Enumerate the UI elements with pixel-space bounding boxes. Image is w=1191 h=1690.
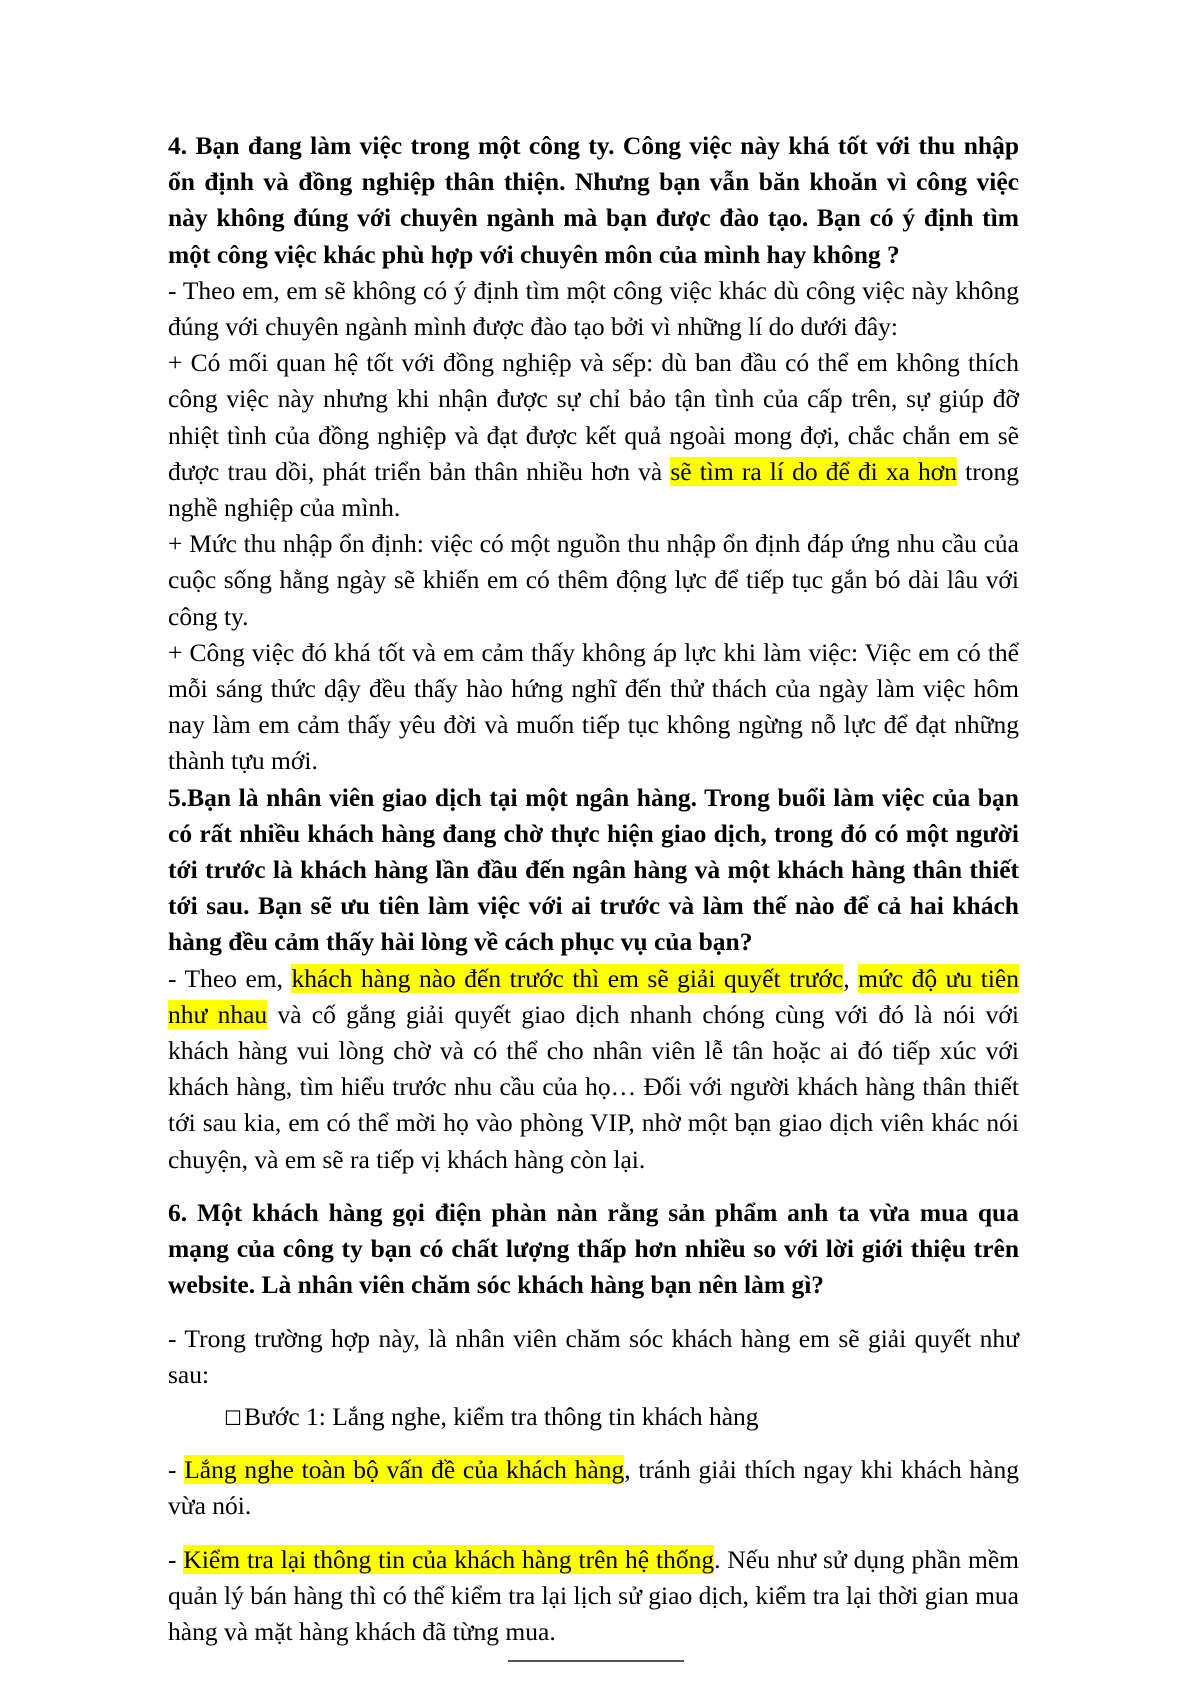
text-segment: trong nghề nghiệp của mình. (168, 456, 1020, 523)
text-segment: - Theo em, (168, 963, 292, 993)
highlighted-text: Lắng nghe toàn bộ vấn đề của khách hàng (184, 1455, 625, 1485)
step-label: Bước 1: Lắng nghe, kiểm tra thông tin khách hàng (244, 1401, 759, 1431)
highlighted-text: khách hàng nào đến trước thì em sẽ giải quyết trước (291, 963, 844, 993)
text-segment: - (168, 1455, 185, 1485)
highlighted-text: sẽ tìm ra lí do để đi xa hơn (670, 456, 958, 486)
question-4-answer-point-2: + Mức thu nhập ổn định: việc có một nguồn thu nhập ổn định đáp ứng nhu cầu của cuộc sống hằng ngày sẽ khiến em có thêm động lực để tiếp tục gắn bó dài lâu với công ty. (168, 529, 1019, 631)
checkbox-icon: ☐ (224, 1405, 242, 1430)
footer-divider (508, 1660, 684, 1662)
question-5-heading: 5.Bạn là nhân viên giao dịch tại một ngân hàng. Trong buổi làm việc của bạn có rất nhiều khách hàng đang chờ thực hiện giao dịch, trong đó có một người tới trước là khách hàng lần đầu đến ngân hàng và một khách hàng thân thiết tới sau. Bạn sẽ ưu tiên làm việc với ai trước và làm thế nào để cả hai khách hàng đều cảm thấy hài lòng về cách phục vụ của bạn? (168, 782, 1019, 957)
text-segment: và cố gắng giải quyết giao dịch nhanh chóng cùng với đó là nói với khách hàng vui lòng chờ và có thể cho nhân viên lễ tân hoặc ai đó tiếp xúc với khách hàng, tìm hiểu trước nhu cầu của họ… Đối với người khách hàng thân thiết tới sau kia, em có thể mời họ vào phòng VIP, nhờ một bạn giao dịch viên khác nói chuyện, và em sẽ ra tiếp vị khách hàng còn lại. (168, 999, 1020, 1174)
question-4-heading: 4. Bạn đang làm việc trong một công ty. Công việc này khá tốt với thu nhập ổn định và đồng nghiệp thân thiện. Nhưng bạn vẫn băn khoăn vì công việc này không đúng với chuyên ngành mà bạn được đào tạo. Bạn có ý định tìm một công việc khác phù hợp với chuyên môn của mình hay không ? (168, 131, 1019, 269)
text-segment: - (168, 1544, 184, 1574)
document-body (168, 128, 1019, 1650)
question-6-step-1 (168, 1399, 1019, 1435)
question-4-answer-point-1 (168, 345, 1019, 526)
text-segment: . Nếu như sử dụng phần mềm quản lý bán hàng thì có thể kiểm tra lại lịch sử giao dịch, kiểm tra lại thời gian mua hàng và mặt hàng khách đã từng mua. (168, 1544, 1019, 1646)
question-4-answer-intro: - Theo em, em sẽ không có ý định tìm một công việc khác dù công việc này không đúng với chuyên ngành mình được đào tạo bởi vì những lí do dưới đây: (168, 275, 1019, 342)
text-segment: , tránh giải thích ngay khi khách hàng vừa nói. (168, 1455, 1019, 1521)
question-6-answer-point-2 (168, 1542, 1019, 1651)
question-4-answer-point-3: + Công việc đó khá tốt và em cảm thấy không áp lực khi làm việc: Việc em có thể mỗi sáng thức dậy đều thấy hào hứng nghĩ đến thử thách của ngày làm việc hôm nay làm em cảm thấy yêu đời và muốn tiếp tục không ngừng nỗ lực để đạt những thành tựu mới. (168, 637, 1019, 776)
highlighted-text: Kiểm tra lại thông tin của khách hàng trên hệ thống (183, 1544, 715, 1574)
question-5-answer (168, 961, 1019, 1178)
question-6-answer-point-1 (168, 1452, 1019, 1524)
question-6-answer-intro: - Trong trường hợp này, là nhân viên chăm sóc khách hàng em sẽ giải quyết như sau: (168, 1323, 1019, 1389)
text-segment: , (843, 963, 859, 993)
question-6-heading: 6. Một khách hàng gọi điện phàn nàn rằng sản phẩm anh ta vừa mua qua mạng của công ty bạn có chất lượng thấp hơn nhiều so với lời giới thiệu trên website. Là nhân viên chăm sóc khách hàng bạn nên làm gì? (168, 1197, 1019, 1300)
text-segment: + Có mối quan hệ tốt với đồng nghiệp và sếp: dù ban đầu có thể em không thích công việc này nhưng khi nhận được sự chỉ bảo tận tình của cấp trên, sự giúp đỡ nhiệt tình của đồng nghiệp và đạt được kết quả ngoài mong đợi, chắc chắn em sẽ được trau dồi, phát triển bản thân nhiều hơn và (168, 348, 1019, 486)
highlighted-text: mức độ ưu tiên như nhau (168, 963, 1019, 1029)
